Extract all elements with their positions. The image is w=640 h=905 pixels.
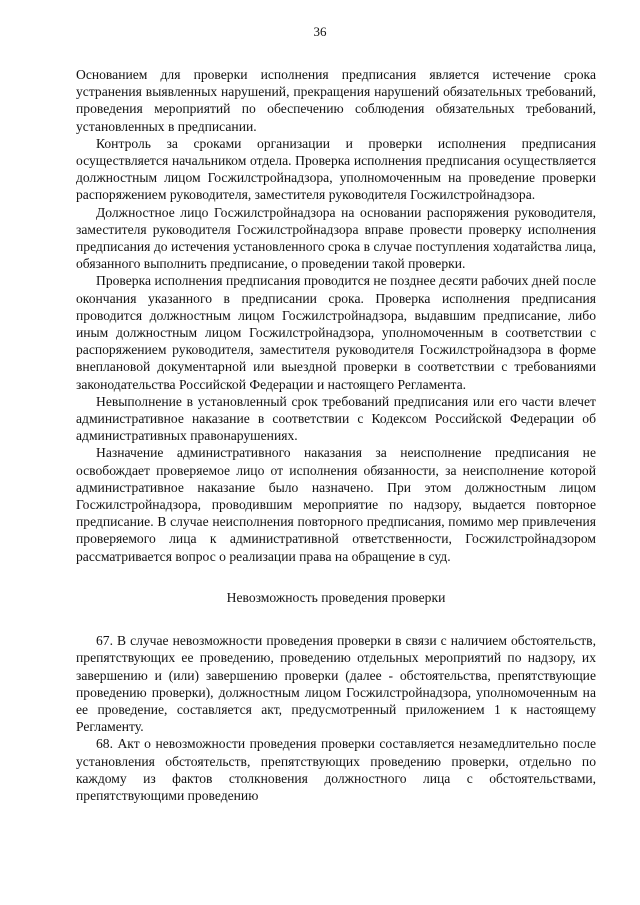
paragraph: Должностное лицо Госжилстройнадзора на основании распоряжения руководителя, заместителя руководителя Госжилстройнадзора вправе провести проверку исполнения предписания до истечения установленного срока в случае поступления ходатайства лица, обязанного выполнить предписание, о проведении такой проверки. — [76, 204, 596, 272]
paragraph: Контроль за сроками организации и проверки исполнения предписания осуществляется начальником отдела. Проверка исполнения предписания осуществляется должностным лицом Госжилстройнадзора, уполномоченным на проведение проверки распоряжением руководителя, заместителя руководителя Госжилстройнадзора. — [76, 135, 596, 203]
numbered-paragraph: 67. В случае невозможности проведения проверки в связи с наличием обстоятельств, препятствующих ее проведению, проведению отдельных мероприятий по надзору, их завершению и (или) завершению проверки (далее - обстоятельства, препятствующие проведению проверки), должностным лицом Госжилстройнадзора, уполномоченным на ее проведение, составляется акт, предусмотренный приложением 1 к настоящему Регламенту. — [76, 633, 596, 735]
section-heading: Невозможность проведения проверки — [226, 589, 446, 605]
paragraph: Проверка исполнения предписания проводится не позднее десяти рабочих дней после окончания указанного в предписании срока. Проверка исполнения предписания проводится должностным лицом Госжилстройнадзора, выдавшим предписание, либо иным должностным лицом Госжилстройнадзора, уполномоченным в соответствии с распоряжением руководителя, заместителя руководителя Госжилстройнадзора в форме внеплановой документарной или выездной проверки в соответствии с требованиями законодательства Российской Федерации и настоящего Регламента. — [76, 273, 596, 392]
document-body — [76, 66, 596, 804]
paragraph: Основанием для проверки исполнения предписания является истечение срока устранения выявленных нарушений, прекращения нарушений обязательных требований, проведения мероприятий по обеспечению соблюдения обязательных требований, установленных в предписании. — [76, 67, 596, 134]
numbered-paragraph: 68. Акт о невозможности проведения проверки составляется незамедлительно после установления обстоятельств, препятствующих проведению проверки, отдельно по каждому из фактов столкновения должностного лица с обстоятельствами, препятствующими проведению — [76, 736, 596, 803]
paragraph: Назначение административного наказания за неисполнение предписания не освобождает проверяемое лицо от исполнения обязанности, за неисполнение которой административное наказание было назначено. При этом должностным лицом Госжилстройнадзора, проводившим мероприятие по надзору, выдается повторное предписание. В случае неисполнения повторного предписания, помимо мер привлечения проверяемого лица к административной ответственности, Госжилстройнадзором рассматривается вопрос о реализации права на обращение в суд. — [76, 445, 596, 564]
paragraph: Невыполнение в установленный срок требований предписания или его части влечет административное наказание в соответствии с Кодексом Российской Федерации об административных правонарушениях. — [76, 393, 596, 444]
page-number: 36 — [313, 24, 327, 39]
